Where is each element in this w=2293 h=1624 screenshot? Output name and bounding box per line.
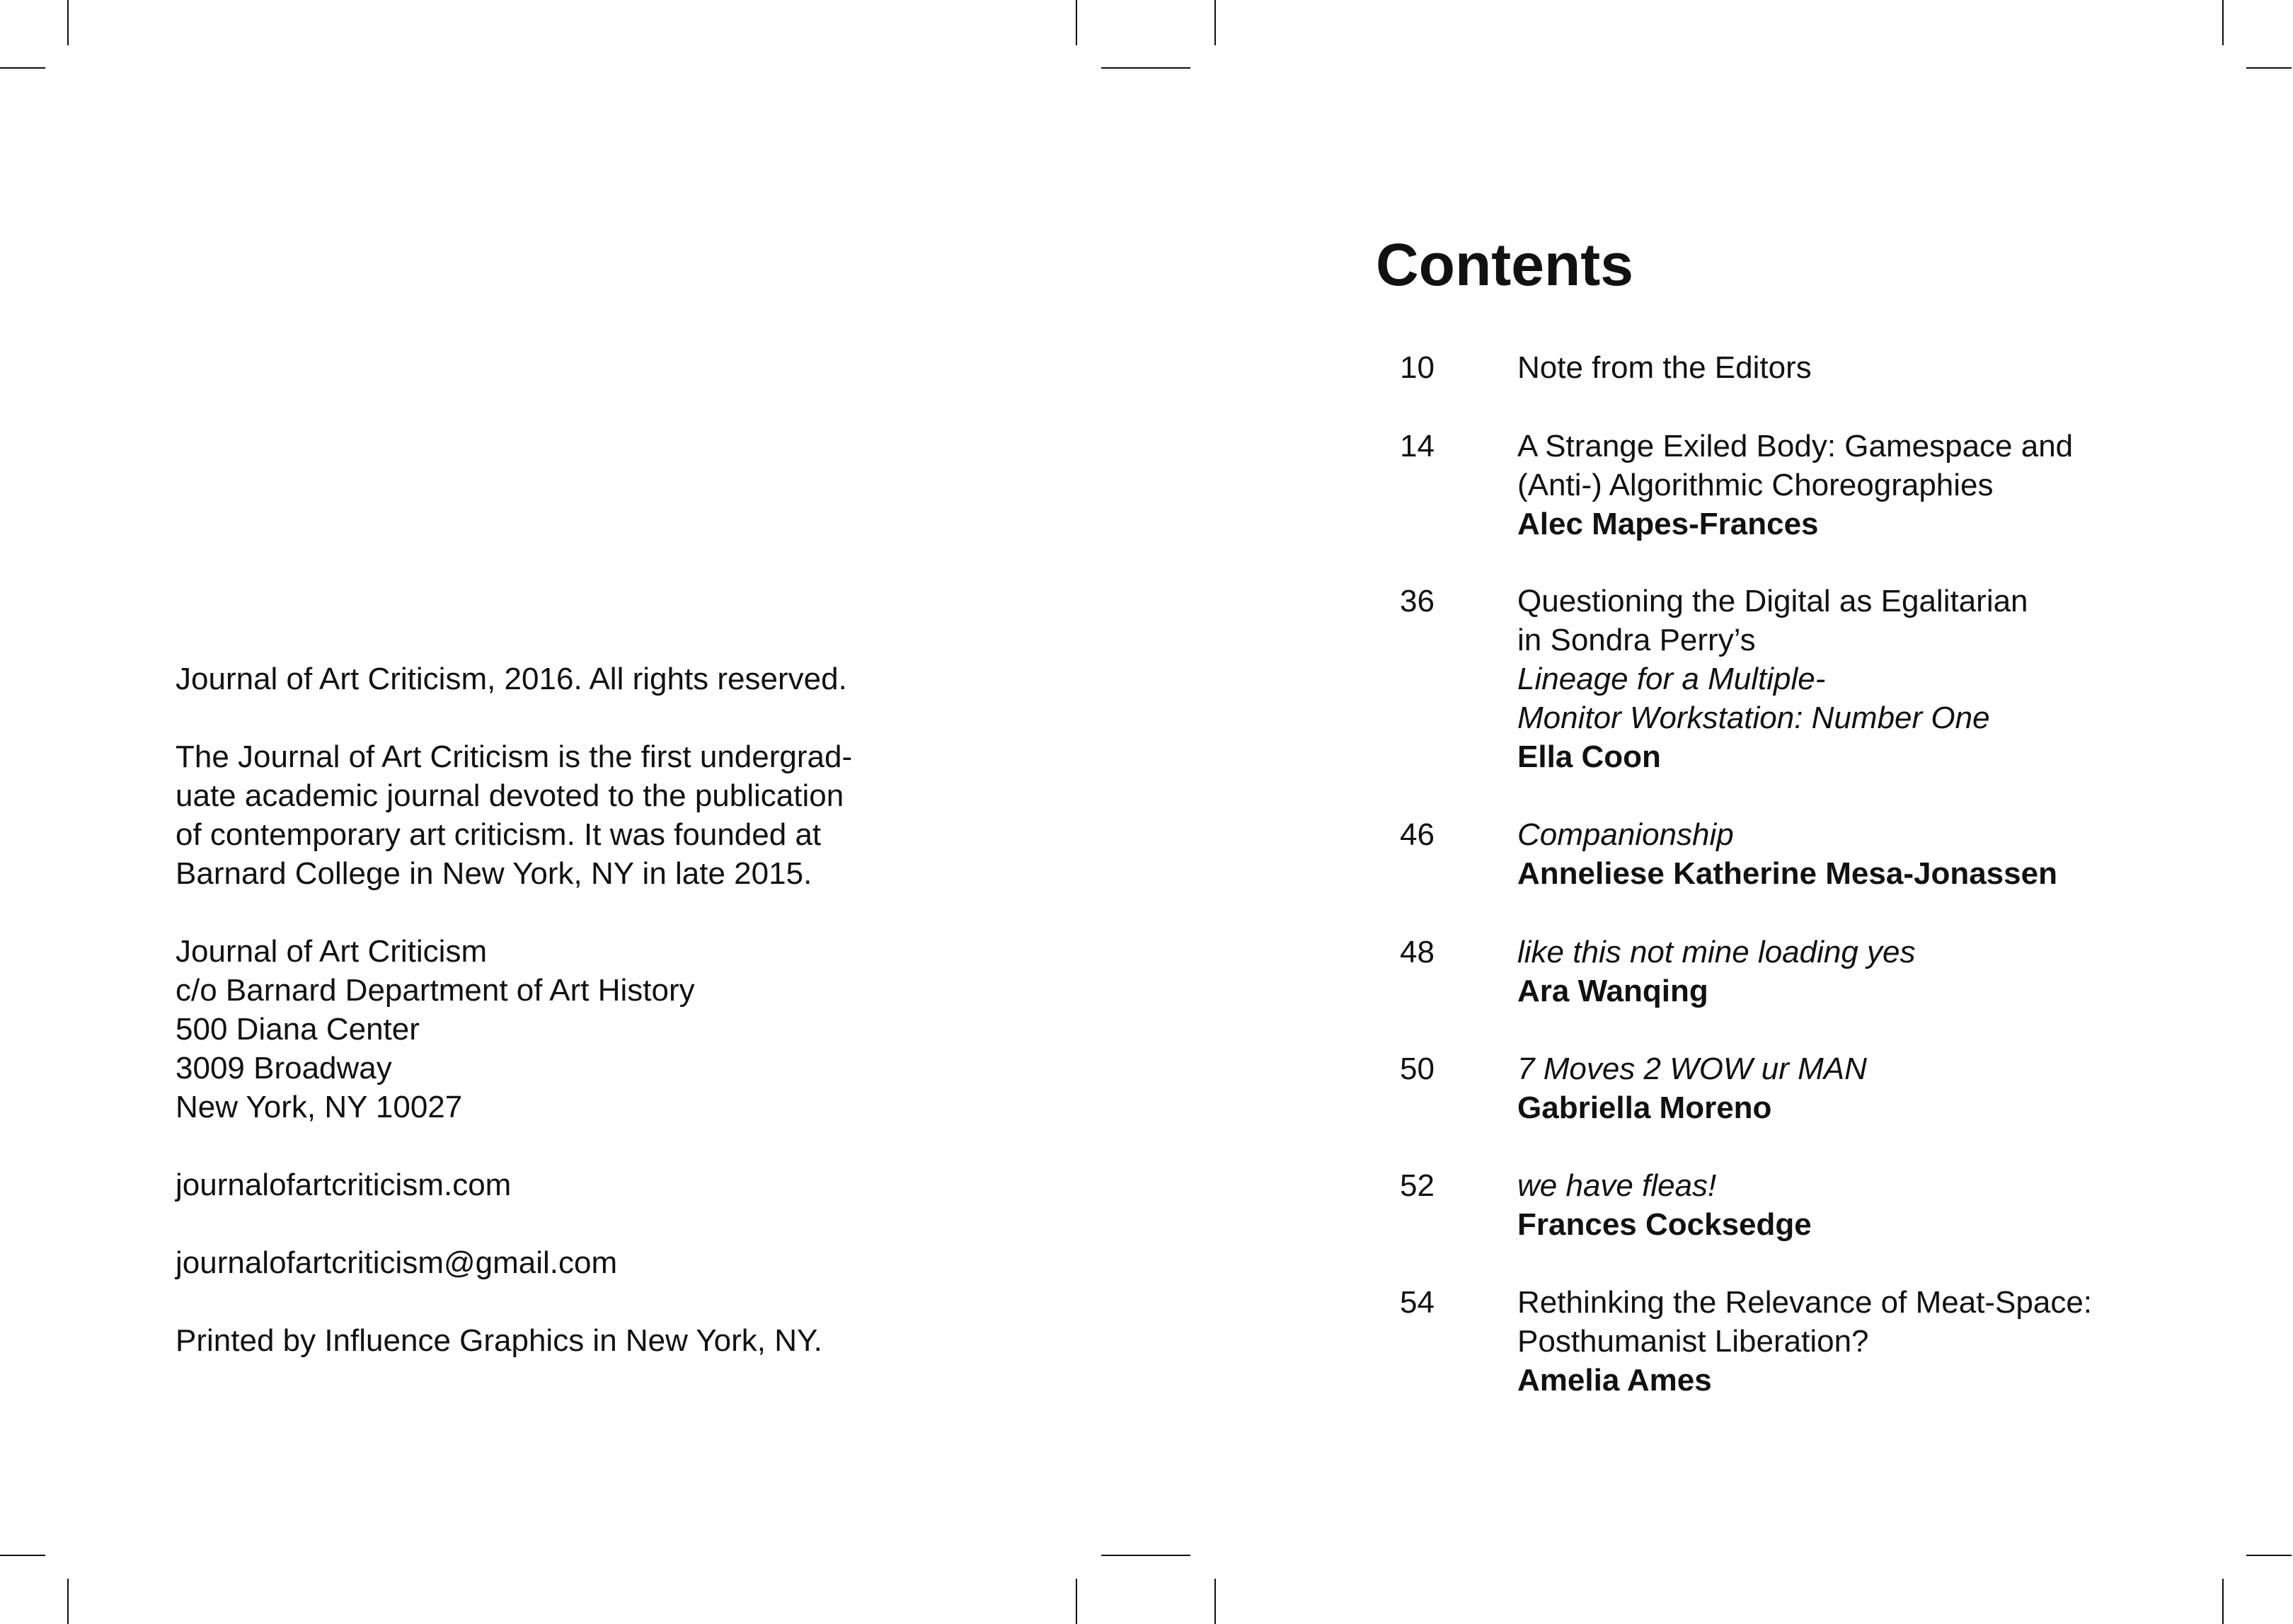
- entry-title: we have fleas!: [1517, 1168, 1717, 1203]
- entry-author: Gabriella Moreno: [1517, 1090, 1772, 1125]
- crop-mark: [1101, 67, 1190, 69]
- entry-title: Companionship: [1517, 817, 1734, 852]
- page-number: 14: [1400, 429, 1435, 463]
- crop-mark: [0, 1555, 45, 1556]
- toc-entry: [1400, 1166, 2263, 1244]
- address-line: c/o Barnard Department of Art History: [176, 973, 695, 1008]
- entry-title: like this not mine loading yes: [1517, 935, 1916, 969]
- address-line: 3009 Broadway: [176, 1051, 392, 1085]
- entry-author: Frances Cocksedge: [1517, 1207, 1812, 1242]
- website: journalofartcriticism.com: [176, 1168, 512, 1202]
- entry-author: Ara Wanqing: [1517, 974, 1708, 1008]
- crop-mark: [1101, 1555, 1190, 1556]
- entry-body: [1517, 427, 2073, 543]
- entry-body: [1517, 1283, 2092, 1400]
- toc-entry: [1400, 815, 2263, 893]
- entry-author: Alec Mapes-Frances: [1517, 507, 1819, 541]
- spacer: [176, 1204, 912, 1243]
- about-line: The Journal of Art Criticism is the first undergrad-: [176, 739, 853, 774]
- crop-mark: [1214, 1579, 1216, 1624]
- spacer: [176, 1127, 912, 1165]
- entry-title-italic: Lineage for a Multiple-: [1517, 662, 1826, 696]
- entry-title: A Strange Exiled Body: Gamespace and: [1517, 429, 2074, 463]
- entry-author: Ella Coon: [1517, 739, 1661, 774]
- crop-mark: [2246, 67, 2292, 69]
- entry-title: Posthumanist Liberation?: [1517, 1324, 1869, 1359]
- page-number: 48: [1400, 935, 1435, 969]
- entry-title: 7 Moves 2 WOW ur MAN: [1517, 1052, 1867, 1086]
- entry-title-italic: Monitor Workstation: Number One: [1517, 701, 1990, 735]
- entry-body: [1517, 582, 2028, 776]
- address-line: New York, NY 10027: [176, 1090, 463, 1124]
- contents-title: Contents: [1376, 231, 1633, 298]
- crop-mark: [67, 1579, 69, 1624]
- page-number: 10: [1400, 350, 1435, 385]
- entry-body: [1517, 1049, 1867, 1127]
- entry-body: [1517, 1166, 1812, 1244]
- spacer: [176, 893, 912, 932]
- colophon: [176, 660, 912, 1360]
- entry-author: Amelia Ames: [1517, 1363, 1712, 1398]
- entry-body: [1517, 815, 2057, 893]
- spacer: [176, 698, 912, 737]
- crop-mark: [2246, 1555, 2292, 1556]
- crop-mark: [1214, 0, 1216, 45]
- printer-credit: Printed by Influence Graphics in New York, NY.: [176, 1323, 822, 1358]
- toc-entry: [1400, 933, 2263, 1010]
- spacer: [176, 1282, 912, 1321]
- page-number: 52: [1400, 1168, 1435, 1203]
- toc-entry: [1400, 427, 2263, 543]
- email: journalofartcriticism@gmail.com: [176, 1245, 618, 1280]
- page-number: 54: [1400, 1285, 1435, 1320]
- crop-mark: [0, 67, 45, 69]
- toc-entry: [1400, 348, 2263, 387]
- about-line: uate academic journal devoted to the publication: [176, 778, 844, 813]
- toc-entry: [1400, 582, 2263, 776]
- crop-mark: [2222, 0, 2224, 45]
- entry-title: Note from the Editors: [1517, 350, 1812, 385]
- entry-title: (Anti-) Algorithmic Choreographies: [1517, 468, 1994, 502]
- about-line: of contemporary art criticism. It was founded at: [176, 817, 822, 852]
- address-line: 500 Diana Center: [176, 1012, 420, 1047]
- entry-body: [1517, 933, 1916, 1010]
- entry-title: Rethinking the Relevance of Meat-Space:: [1517, 1285, 2093, 1320]
- entry-body: [1517, 348, 1812, 387]
- entry-author: Anneliese Katherine Mesa-Jonassen: [1517, 856, 2057, 891]
- entry-title-line: [1517, 621, 2028, 698]
- toc-entry: [1400, 1049, 2263, 1127]
- crop-mark: [1076, 0, 1077, 45]
- crop-mark: [1076, 1579, 1077, 1624]
- table-of-contents: [1400, 348, 2263, 1400]
- entry-title: Questioning the Digital as Egalitarian: [1517, 584, 2028, 618]
- address-line: Journal of Art Criticism: [176, 934, 488, 969]
- entry-title-plain: in Sondra Perry’s: [1517, 623, 1756, 657]
- crop-mark: [67, 0, 69, 45]
- page-number: 36: [1400, 584, 1435, 618]
- crop-mark: [2222, 1579, 2224, 1624]
- page-number: 46: [1400, 817, 1435, 852]
- about-line: Barnard College in New York, NY in late 2015.: [176, 856, 812, 891]
- toc-entry: [1400, 1283, 2263, 1400]
- page-number: 50: [1400, 1052, 1435, 1086]
- rights-statement: Journal of Art Criticism, 2016. All rights reserved.: [176, 662, 847, 696]
